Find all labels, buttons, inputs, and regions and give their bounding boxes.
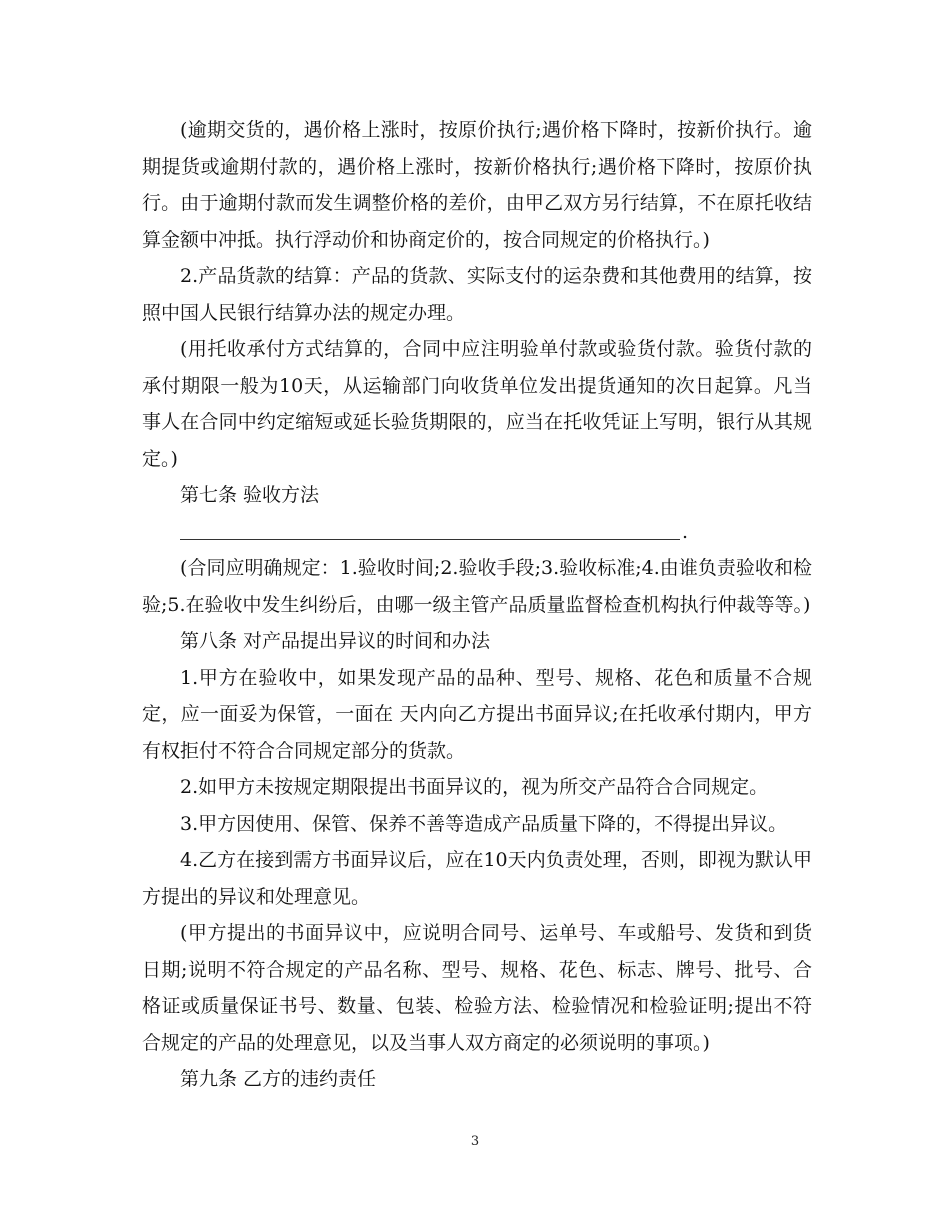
paragraph-collection-acceptance-note: (用托收承付方式结算的，合同中应注明验单付款或验货付款。验货付款的承付期限一般为10天，从运输部门向收货单位发出提货通知的次日起算。凡当事人在合同中约定缩短或延长验货期限的，应当在托收凭证上写明，银行从其规定。)	[142, 338, 812, 470]
paragraph-objection-item-4: 4.乙方在接到需方书面异议后，应在10天内负责处理，否则，即视为默认甲方提出的异议和处理意见。	[142, 849, 812, 908]
paragraph-objection-item-3: 3.甲方因使用、保管、保养不善等造成产品质量下降的，不得提出异议。	[180, 812, 788, 835]
page-number: 3	[470, 1134, 480, 1149]
paragraph-payment-settlement: 2.产品货款的结算：产品的货款、实际支付的运杂费和其他费用的结算，按照中国人民银行结算办法的规定办理。	[142, 265, 812, 324]
blank-underline	[180, 539, 680, 540]
paragraph-written-objection-note: (甲方提出的书面异议中，应说明合同号、运单号、车或船号、发货和到货日期;说明不符合规定的产品名称、型号、规格、花色、标志、牌号、批号、合格证或质量保证书号、数量、包装、检验方法、检验情况和检验证明;提出不符合规定的产品的处理意见，以及当事人双方商定的必须说明的事项。)	[142, 922, 812, 1054]
paragraph-objection-item-2: 2.如甲方未按规定期限提出书面异议的，视为所交产品符合合同规定。	[180, 776, 769, 798]
blank-line-period: .	[682, 520, 689, 543]
paragraph-late-delivery-pricing-note: (逾期交货的，遇价格上涨时，按原价执行;遇价格下降时，按新价执行。逾期提货或逾期付款的，遇价格上涨时，按新价格执行;遇价格下降时，按原价执行。由于逾期付款而发生调整价格的差价，由甲乙双方另行结算，不在原托收结算金额中冲抵。执行浮动价和协商定价的，按合同规定的价格执行。)	[142, 119, 812, 251]
paragraph-objection-item-1: 1.甲方在验收中，如果发现产品的品种、型号、规格、花色和质量不合规定，应一面妥为保管，一面在 天内向乙方提出书面异议;在托收承付期内，甲方有权拒付不符合合同规定部分的货款。	[142, 666, 812, 762]
paragraph-acceptance-requirements-note: (合同应明确规定：1.验收时间;2.验收手段;3.验收标准;4.由谁负责验收和检验;5.在验收中发生纠纷后，由哪一级主管产品质量监督检查机构执行仲裁等等。)	[142, 557, 812, 616]
heading-article-8: 第八条 对产品提出异议的时间和办法	[180, 630, 491, 652]
heading-article-9: 第九条 乙方的违约责任	[180, 1068, 377, 1090]
heading-article-7: 第七条 验收方法	[180, 484, 320, 506]
fill-in-blank-line	[142, 514, 812, 551]
document-body	[142, 112, 812, 1098]
